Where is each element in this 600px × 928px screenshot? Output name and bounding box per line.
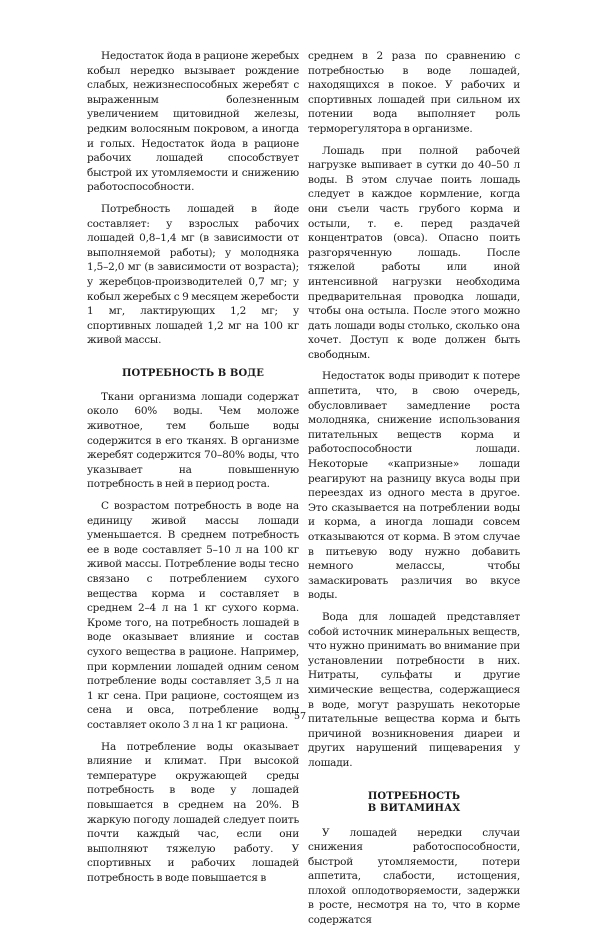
water-body-content-paragraph: Ткани организма лошади содержат около 60% воды. Чем моложе животное, тем больше воды содержится в его тканях. В организме жеребят содержится 70–80% воды, что указывает на повышенную потребность в ней в период роста. xyxy=(87,390,299,491)
right-column xyxy=(308,49,520,928)
water-climate-paragraph: На потребление воды оказывает влияние и климат. При высокой температуре окружающей среды потребность в воде у лошадей повышается в среднем на 20%. В жаркую погоду лошадей следует поить почти каждый час, если они выполняют тяжелую работу. У спортивных и рабочих лошадей потребность в воде повышается в xyxy=(87,740,299,884)
water-deficiency-paragraph: Недостаток воды приводит к потере аппетита, что, в свою очередь, обусловливает замедление роста молодняка, снижение использования питательных веществ корма и работоспособности лошади. Некоторые «капризные» лошади реагируют на разницу вкуса воды при переездах из одного места в другое. Это сказывается на потреблении воды и корма, а иногда лошади совсем отказываются от корма. В этом случае в питьевую воду нужно добавить немного мелассы, чтобы замаскировать различия во вкусе воды. xyxy=(308,370,520,602)
water-minerals-paragraph: Вода для лошадей представляет собой источник минеральных веществ, что нужно принимать во внимание при установлении потребности в них. Нитраты, сульфаты и другие химические вещества, содержащиеся в воде, могут разрушать некоторые питательные вещества корма и быть причиной возникновения диареи и других нарушений пищеварения у лошади. xyxy=(308,610,520,769)
iodine-deficiency-paragraph: Недостаток йода в рационе жеребых кобыл нередко вызывает рождение слабых, нежизнеспособных жеребят с выраженным болезненным увеличением щитовидной железы, редким волосяным покровом, а иногда и голых. Недостаток йода в рационе рабочих лошадей способствует быстрой их утомляемости и снижению работоспособности. xyxy=(87,50,299,194)
iodine-requirement-paragraph: Потребность лошадей в йоде составляет: у взрослых рабочих лошадей 0,8–1,4 мг (в зависимости от выполняемой работы); у молодняка 1,5–2,0 мг (в зависимости от возраста); у жеребцов-производителей 0,7 мг; у кобыл жеребых с 9 месяцем жеребости 1 мг, лактирующих 1,2 мг; у спортивных лошадей 1,2 мг на 100 кг живой массы. xyxy=(87,202,299,347)
water-climate-continuation: среднем в 2 раза по сравнению с потребностью в воде лошадей, находящихся в покое. У рабочих и спортивных лошадей при сильном их потении вода выполняет роль терморегулятора в организме. xyxy=(308,50,520,135)
water-workload-paragraph: Лошадь при полной рабочей нагрузке выпивает в сутки до 40–50 л воды. В этом случае поить лошадь следует в каждое кормление, когда они съели часть грубого корма и остыли, т. е. перед раздачей концентратов (овса). Опасно поить разгоряченную лошадь. После тяжелой работы или иной интенсивной нагрузки необходима предварительная проводка лошади, чтобы она остыла. После этого можно дать лошади воды столько, сколько она хочет. Доступ к воде должен быть свободным. xyxy=(308,144,520,361)
left-column xyxy=(87,49,299,885)
vitamins-intro-paragraph: У лошадей нередки случаи снижения работоспособности, быстрой утомляемости, потери аппетита, слабости, истощения, плохой оплодотворяемости, задержки в росте, несмотря на то, что в корме содержатся xyxy=(308,826,520,927)
vitamins-heading-line-1: ПОТРЕБНОСТЬ xyxy=(367,790,461,802)
page-number: 57 xyxy=(293,711,307,722)
vitamins-section-heading xyxy=(308,791,520,815)
vitamins-heading-line-2: В ВИТАМИНАХ xyxy=(367,802,461,814)
water-section-heading: ПОТРЕБНОСТЬ В ВОДЕ xyxy=(122,367,264,379)
water-age-paragraph: С возрастом потребность в воде на единицу живой массы лошади уменьшается. В среднем потребность ее в воде составляет 5–10 л на 100 кг живой массы. Потребление воды тесно связано с потреблением сухого вещества корма и составляет в среднем 2–4 л на 1 кг сухого корма. Кроме того, на потребность лошадей в воде оказывает влияние и состав сухого вещества в рационе. Например, при кормлении лошадей одним сеном потребление воды составляет 3,5 л на 1 кг сена. При рационе, состоящем из сена и овса, потребление воды составляет около 3 л на 1 кг рациона. xyxy=(87,500,299,731)
